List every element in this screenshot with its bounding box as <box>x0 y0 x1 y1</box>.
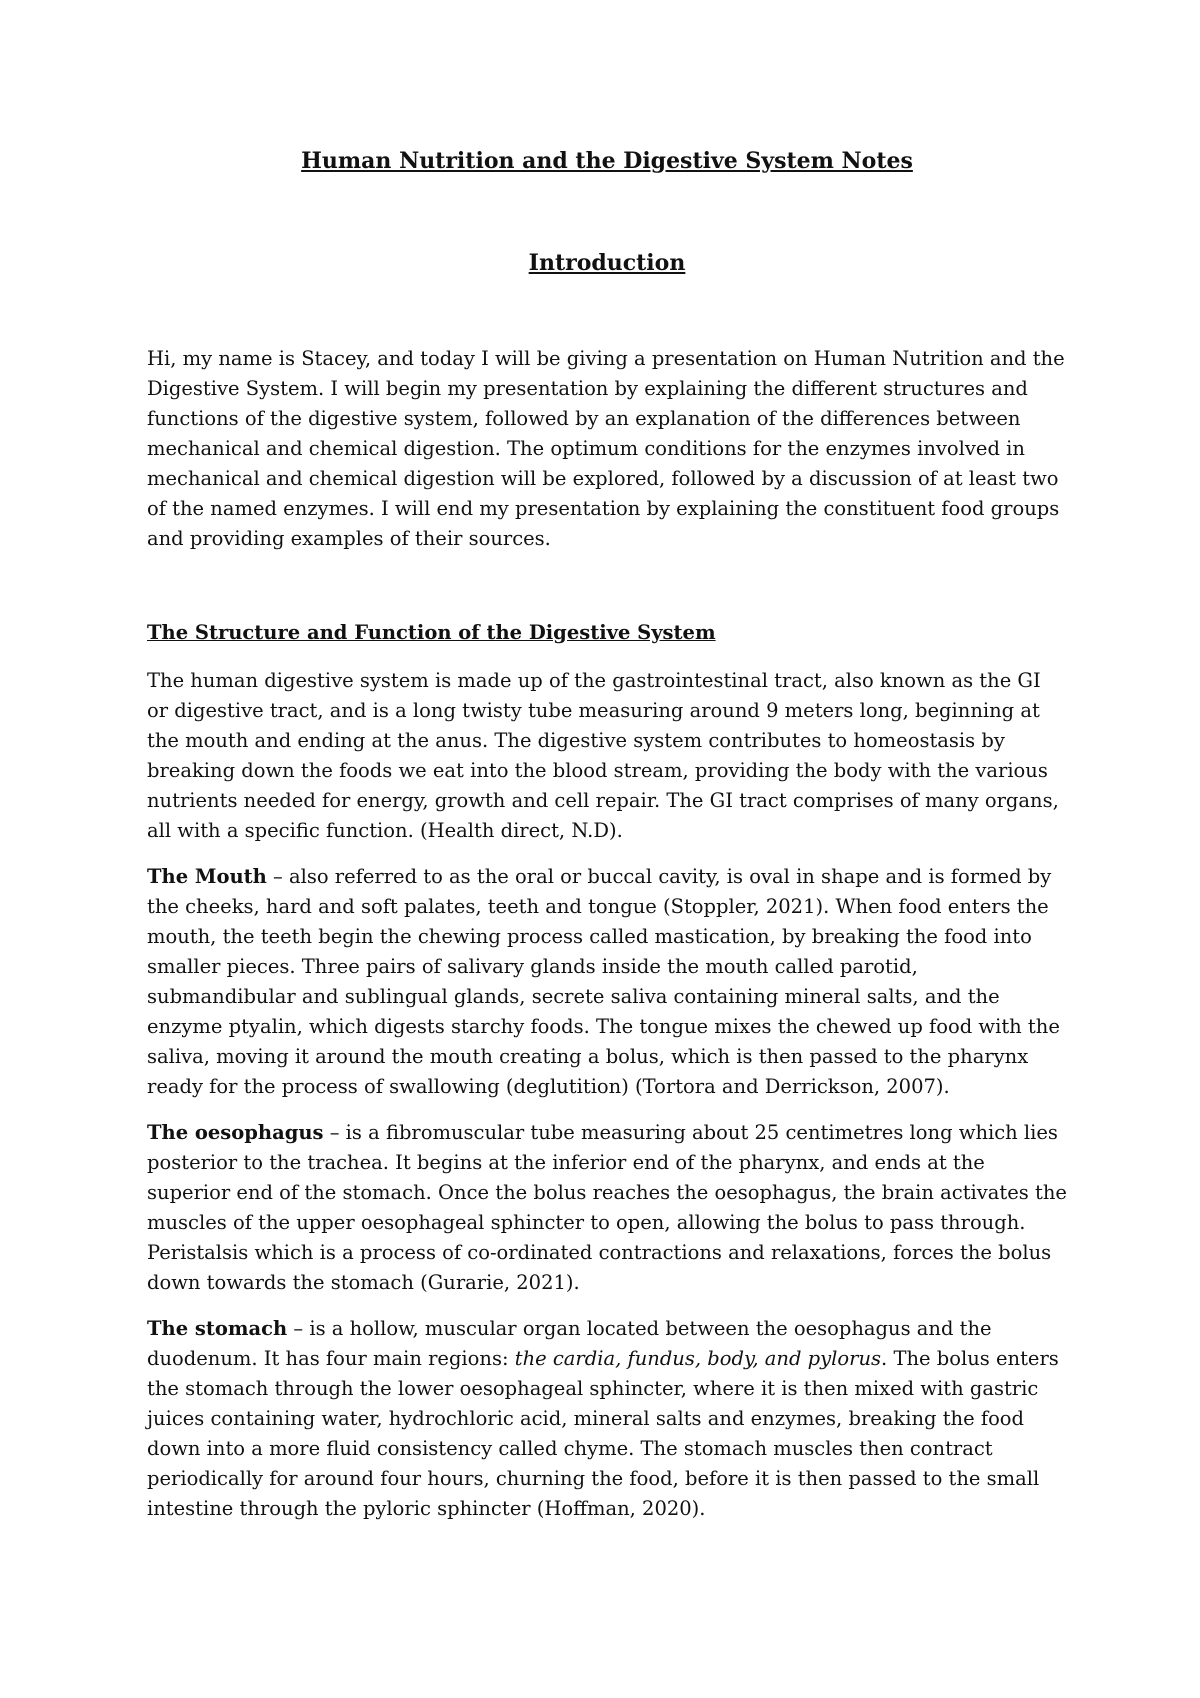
oesophagus-text: – is a fibromuscular tube measuring about 25 centimetres long which lies posterior to the trachea. It begins at the inferior end of the pharynx, and ends at the superior end of the stomach. Once the bolus reaches the oesophagus, the brain activates the muscles of the upper oesophageal sphincter to open, allowing the bolus to pass through. Peristalsis which is a process of co-ordinated contractions and relaxations, forces the bolus down towards the stomach (Gurarie, 2021). <box>147 1121 1067 1294</box>
introduction-heading: Introduction <box>528 250 686 276</box>
oesophagus-paragraph <box>147 1118 1067 1298</box>
oesophagus-term: The oesophagus <box>147 1121 324 1144</box>
structure-function-heading: The Structure and Function of the Digestive System <box>147 621 716 644</box>
document-content <box>147 146 1067 1524</box>
stomach-text-before: – is a hollow, muscular organ located between the oesophagus and the duodenum. It has four main regions: <box>147 1317 992 1370</box>
stomach-text-after: . The bolus enters the stomach through the lower oesophageal sphincter, where it is then mixed with gastric juices containing water, hydrochloric acid, mineral salts and enzymes, breaking the food down into a more fluid consistency called chyme. The stomach muscles then contract periodically for around four hours, churning the food, before it is then passed to the small intestine through the pyloric sphincter (Hoffman, 2020). <box>147 1347 1059 1520</box>
stomach-regions: the cardia, fundus, body, and pylorus <box>514 1347 882 1370</box>
digestive-system-overview-paragraph: The human digestive system is made up of the gastrointestinal tract, also known as the GI or digestive tract, and is a long twisty tube measuring around 9 meters long, beginning at the mouth and ending at the anus. The digestive system contributes to homeostasis by breaking down the foods we eat into the blood stream, providing the body with the various nutrients needed for energy, growth and cell repair. The GI tract comprises of many organs, all with a specific function. (Health direct, N.D). <box>147 669 1059 842</box>
document-title: Human Nutrition and the Digestive System Notes <box>301 148 913 174</box>
mouth-term: The Mouth <box>147 865 267 888</box>
introduction-paragraph: Hi, my name is Stacey, and today I will be giving a presentation on Human Nutrition and the Digestive System. I will begin my presentation by explaining the different structures and functions of the digestive system, followed by an explanation of the differences between mechanical and chemical digestion. The optimum conditions for the enzymes involved in mechanical and chemical digestion will be explored, followed by a discussion of at least two of the named enzymes. I will end my presentation by explaining the constituent food groups and providing examples of their sources. <box>147 347 1065 550</box>
mouth-text: – also referred to as the oral or buccal cavity, is oval in shape and is formed by the cheeks, hard and soft palates, teeth and tongue (Stoppler, 2021). When food enters the mouth, the teeth begin the chewing process called mastication, by breaking the food into smaller pieces. Three pairs of salivary glands inside the mouth called parotid, submandibular and sublingual glands, secrete saliva containing mineral salts, and the enzyme ptyalin, which digests starchy foods. The tongue mixes the chewed up food with the saliva, moving it around the mouth creating a bolus, which is then passed to the pharynx ready for the process of swallowing (deglutition) (Tortora and Derrickson, 2007). <box>147 865 1060 1098</box>
stomach-term: The stomach <box>147 1317 288 1340</box>
mouth-paragraph <box>147 862 1067 1102</box>
stomach-paragraph <box>147 1314 1067 1524</box>
